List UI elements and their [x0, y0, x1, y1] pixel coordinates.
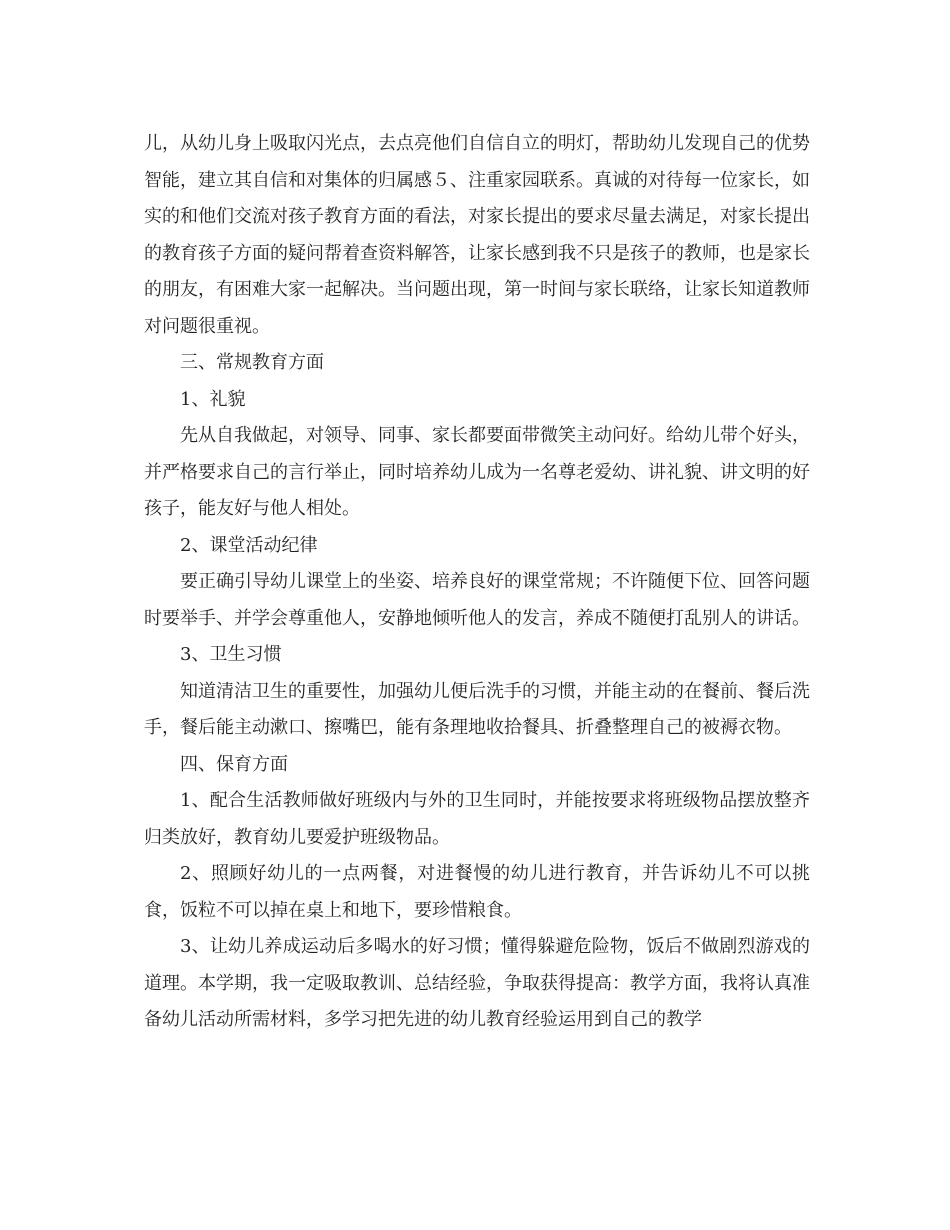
paragraph-hygiene-habits: 知道清洁卫生的重要性，加强幼儿便后洗手的习惯，并能主动的在餐前、餐后洗手，餐后能主动漱口、擦嘴巴，能有条理地收拾餐具、折叠整理自己的被褥衣物。: [144, 680, 810, 738]
section-heading-routine-education: 三、常规教育方面: [180, 352, 324, 373]
subheading-hygiene-habits: 3、卫生习惯: [180, 644, 282, 665]
section-heading-childcare: 四、保育方面: [180, 753, 288, 775]
document-body: [144, 126, 810, 1039]
paragraph-childcare-item-1: 1、配合生活教师做好班级内与外的卫生同时，并能按要求将班级物品摆放整齐归类放好，教育幼儿要爱护班级物品。: [144, 790, 810, 848]
paragraph-politeness: 先从自我做起，对领导、同事、家长都要面带微笑主动问好。给幼儿带个好头，并严格要求自己的言行举止，同时培养幼儿成为一名尊老爱幼、讲礼貌、讲文明的好孩子，能友好与他人相处。: [144, 425, 810, 519]
subheading-politeness: 1、礼貌: [180, 388, 246, 410]
paragraph-home-school-contact: 儿，从幼儿身上吸取闪光点，去点亮他们自信自立的明灯，帮助幼儿发现自己的优势智能，建立其自信和对集体的归属感５、注重家园联系。真诚的对待每一位家长，如实的和他们交流对孩子教育方面的看法，对家长提出的要求尽量去满足，对家长提出的教育孩子方面的疑问帮着查资料解答，让家长感到我不只是孩子的教师，也是家长的朋友，有困难大家一起解决。当问题出现，第一时间与家长联络，让家长知道教师对问题很重视。: [144, 133, 810, 337]
paragraph-childcare-item-2: 2、照顾好幼儿的一点两餐，对进餐慢的幼儿进行教育，并告诉幼儿不可以挑食，饭粒不可以掉在桌上和地下，要珍惜粮食。: [144, 863, 810, 921]
subheading-classroom-discipline: 2、课堂活动纪律: [180, 534, 318, 556]
paragraph-childcare-item-3: 3、让幼儿养成运动后多喝水的好习惯；懂得躲避危险物，饭后不做剧烈游戏的道理。本学期，我一定吸取教训、总结经验，争取获得提高：教学方面，我将认真准备幼儿活动所需材料，多学习把先进的幼儿教育经验运用到自己的教学: [144, 936, 810, 1030]
paragraph-classroom-discipline: 要正确引导幼儿课堂上的坐姿、培养良好的课堂常规；不许随便下位、回答问题时要举手、并学会尊重他人，安静地倾听他人的发言，养成不随便打乱别人的讲话。: [144, 571, 810, 629]
